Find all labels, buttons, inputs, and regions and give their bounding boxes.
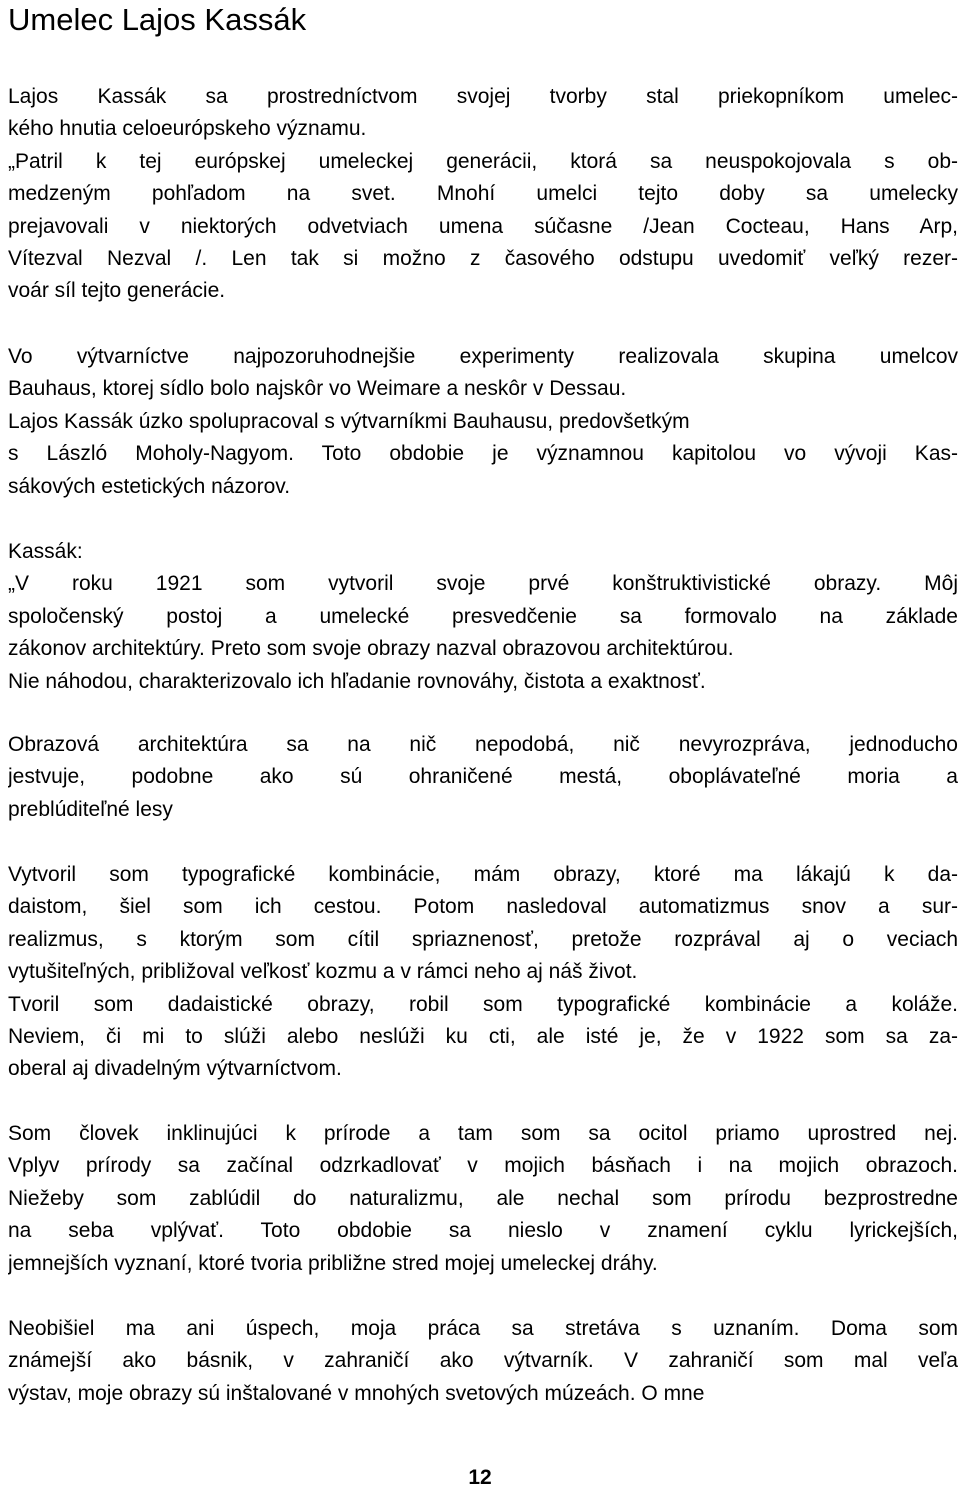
text-line: „V roku 1921 som vytvoril svoje prvé konštruktivistické obrazy. Môj — [8, 572, 958, 596]
paragraph-2 — [8, 341, 958, 503]
text-line: sákových estetických názorov. — [8, 474, 291, 498]
text-line: Niežeby som zablúdil do naturalizmu, ale nechal som prírodu bezprostredne — [8, 1186, 958, 1210]
text-line: spoločenský postoj a umelecké presvedčenie sa formovalo na základe — [8, 604, 958, 628]
text-line: preblúditeľné lesy — [8, 797, 173, 821]
paragraph-3 — [8, 536, 958, 698]
text-line: Neviem, či mi to slúži alebo neslúži ku cti, ale isté je, že v 1922 som sa za- — [8, 1024, 958, 1048]
paragraph-7 — [8, 1313, 958, 1410]
text-line: Lajos Kassák úzko spolupracoval s výtvarníkmi Bauhausu, predovšetkým — [8, 409, 690, 433]
text-line: Nie náhodou, charakterizovalo ich hľadanie rovnováhy, čistota a exaktnosť. — [8, 669, 706, 693]
text-line: vytušiteľných, približoval veľkosť kozmu a v rámci neho aj náš život. — [8, 960, 638, 984]
text-line: „Patril k tej európskej umeleckej generácii, ktorá sa neuspokojovala s ob- — [8, 149, 958, 173]
text-line: kého hnutia celoeurópskeho významu. — [8, 117, 367, 141]
text-line: oberal aj divadelným výtvarníctvom. — [8, 1057, 342, 1081]
text-line: daistom, šiel som ich cestou. Potom nasledoval automatizmus snov a sur- — [8, 895, 958, 919]
paragraph-4 — [8, 729, 958, 826]
paragraph-5 — [8, 859, 958, 1086]
text-line: prejavovali v niektorých odvetviach umena súčasne /Jean Cocteau, Hans Arp, — [8, 214, 958, 238]
text-line: voár síl tejto generácie. — [8, 279, 226, 303]
text-line: s László Moholy-Nagyom. Toto obdobie je významnou kapitolou vo vývoji Kas- — [8, 442, 958, 466]
text-line: jemnejších vyznaní, ktoré tvoria približne stred mojej umeleckej dráhy. — [8, 1251, 658, 1275]
text-line: výstav, moje obrazy sú inštalované v mnohých svetových múzeách. O mne — [8, 1381, 705, 1405]
text-line: Vo výtvarníctve najpozoruhodnejšie experimenty realizovala skupina umelcov — [8, 345, 958, 368]
text-line: Tvoril som dadaistické obrazy, robil som typografické kombinácie a koláže. — [8, 992, 958, 1016]
text-line: medzeným pohľadom na svet. Mnohí umelci tejto doby sa umelecky — [8, 182, 958, 206]
text-line: realizmus, s ktorým som cítil spriaznenosť, pretože rozprával aj o veciach — [8, 927, 958, 951]
text-line: zákonov architektúry. Preto som svoje obrazy nazval obrazovou architektúrou. — [8, 637, 734, 661]
text-line: Bauhaus, ktorej sídlo bolo najskôr vo Weimare a neskôr v Dessau. — [8, 377, 627, 401]
text-line: Obrazová architektúra sa na nič nepodobá, nič nevyrozpráva, jednoducho — [8, 733, 958, 756]
text-line: na seba vplývať. Toto obdobie sa nieslo v znamení cyklu lyrickejších, — [8, 1219, 958, 1243]
text-line: jestvuje, podobne ako sú ohraničené mestá, oboplávateľné moria a — [8, 765, 958, 789]
text-line: Som človek inklinujúci k prírode a tam som sa ocitol priamo uprostred nej. — [8, 1122, 958, 1145]
text-line: Vplyv prírody sa začínal odzrkadlovať v mojich básňach i na mojich obrazoch. — [8, 1154, 958, 1178]
paragraph-6 — [8, 1118, 958, 1280]
text-line: Neobišiel ma ani úspech, moja práca sa stretáva s uznaním. Doma som — [8, 1317, 958, 1340]
page-title: Umelec Lajos Kassák — [8, 2, 307, 37]
text-line: Vytvoril som typografické kombinácie, mám obrazy, ktoré ma lákajú k da- — [8, 863, 958, 886]
paragraph-1 — [8, 81, 958, 308]
text-line: Lajos Kassák sa prostredníctvom svojej tvorby stal priekopníkom umelec- — [8, 85, 958, 108]
text-line: Vítezval Nezval /. Len tak si možno z časového odstupu uvedomiť veľký rezer- — [8, 246, 958, 270]
page-number: 12 — [468, 1466, 492, 1489]
text-line: Kassák: — [8, 540, 83, 563]
text-line: známejší ako básnik, v zahraničí ako výtvarník. V zahraničí som mal veľa — [8, 1349, 958, 1373]
